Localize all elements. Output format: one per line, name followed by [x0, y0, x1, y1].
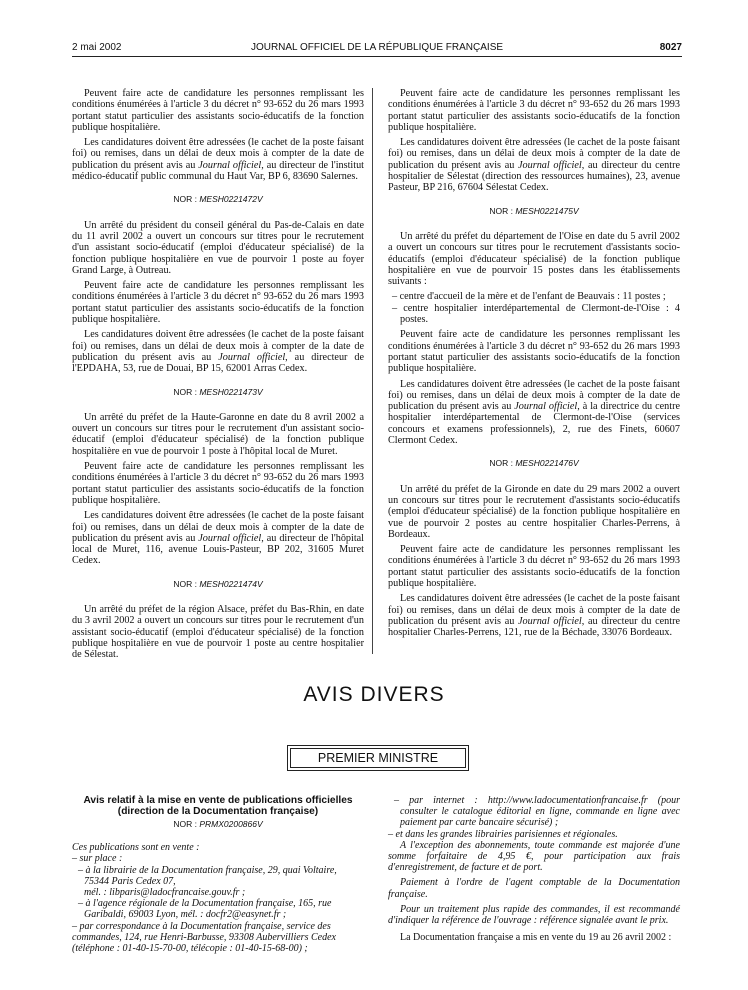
- paragraph: Peuvent faire acte de candidature les personnes remplissant les conditions énumérées à l'article 3 du décret n° 93-652 du 26 mars 1993 portant statut particulier des assistants socio-éducatifs de la fonction publique hospitalière.: [388, 88, 680, 133]
- nor-reference: NOR : PRMX0200866V: [173, 819, 263, 829]
- paragraph: Un arrêté du préfet de la Haute-Garonne en date du 8 avril 2002 a ouvert un concours sur titres pour le recrutement d'un assistant socio-éducatif (emploi d'éducateur spécialisé) de la fonction publique hospitalière en vue de pourvoir 1 poste à l'hôpital local de Muret.: [72, 411, 364, 457]
- column-divider: [372, 88, 373, 654]
- paragraph: Un arrêté du préfet du département de l'Oise en date du 5 avril 2002 a ouvert un concours sur titres pour le recrutement d'assistants socio-éducatifs (emploi d'éducateur spécialisé) de la fonction publique hospitalière en vue de pourvoir 15 postes dans les établissements suivants :: [388, 230, 680, 288]
- paragraph: La Documentation française a mis en vente du 19 au 26 avril 2002 :: [400, 932, 672, 944]
- header-date: 2 mai 2002: [72, 42, 122, 53]
- paragraph: Les candidatures doivent être adressées (le cachet de la poste faisant foi) ou remises, dans un délai de deux mois à compter de la date de publication du présent avis au Journal officiel, à la directrice du centre hospitalier interdépartemental de Clermont-de-l'Oise (services concours et examens professionnels), 2, rue des Finets, 60607 Clermont Cedex.: [388, 378, 680, 447]
- ministry-heading: PREMIER MINISTRE: [287, 745, 469, 771]
- list-item: – centre d'accueil de la mère et de l'enfant de Beauvais : 11 postes ;: [392, 291, 666, 303]
- paragraph: Les candidatures doivent être adressées (le cachet de la poste faisant foi) ou remises, dans un délai de deux mois à compter de la date de publication du présent avis au Journal officiel, au directeur de l'hôpital local de Muret, 116, avenue Louis-Pasteur, BP 202, 31605 Muret Cedex.: [72, 510, 365, 567]
- left-column: [72, 88, 364, 664]
- paragraph: Peuvent faire acte de candidature les personnes remplissant les conditions énumérées à l'article 3 du décret n° 93-652 du 26 mars 1993 portant statut particulier des assistants socio-éducatifs de la fonction publique hospitalière.: [388, 544, 680, 589]
- paragraph: Peuvent faire acte de candidature les personnes remplissant les conditions énumérées à l'article 3 du décret n° 93-652 du 26 mars 1993 portant statut particulier des assistants socio-éducatifs de la fonction publique hospitalière.: [388, 329, 680, 375]
- paragraph: Un arrêté du président du conseil général du Pas-de-Calais en date du 11 avril 2002 a ouvert un concours sur titres pour le recrutement d'un assistant socio-éducatif (emploi d'éducateur spécialisé) de la fonction publique hospitalière en vue de pourvoir 1 poste au foyer Grand Large, à Outreau.: [72, 219, 364, 276]
- establishment-list: [388, 291, 680, 325]
- paragraph: Les candidatures doivent être adressées (le cachet de la poste faisant foi) ou remises, dans un délai de deux mois à compter de la date de publication du présent avis au Journal officiel, au directeur de l'institut médico-éducatif public communal du Haut Var, BP 6, 83690 Salernes.: [72, 137, 365, 183]
- nor-reference: NOR : MESH0221474V: [173, 578, 263, 589]
- nor-reference: NOR : MESH0221476V: [489, 458, 579, 469]
- list-item: – centre hospitalier interdépartemental de Clermont-de-l'Oise : 4 postes.: [392, 302, 680, 326]
- paragraph: Les candidatures doivent être adressées (le cachet de la poste faisant foi) ou remises, dans un délai de deux mois à compter de la date de publication du présent avis au Journal officiel, au directeur du centre hospitalier Charles-Perrens, 121, rue de la Béchade, 33076 Bordeaux.: [388, 593, 681, 639]
- bottom-left-column: [72, 795, 364, 954]
- paragraph: Un arrêté du préfet de la Gironde en date du 29 mars 2002 a ouvert un concours sur titres pour le recrutement d'assistants socio-éducatifs (emploi d'éducateur spécialisé) de la fonction publique hospitalière en vue de pourvoir 2 postes au centre hospitalier Charles-Perrens, à Bordeaux.: [388, 483, 680, 540]
- paragraph: Un arrêté du préfet de la région Alsace, préfet du Bas-Rhin, en date du 3 avril 2002 a ouvert un concours sur titres pour le recrutement d'un assistant socio-éducatif (emploi d'éducateur spécialisé) de la fonction publique hospitalière en vue de pourvoir 1 poste au centre hospitalier de Sélestat.: [72, 603, 364, 661]
- paragraph: Peuvent faire acte de candidature les personnes remplissant les conditions énumérées à l'article 3 du décret n° 93-652 du 26 mars 1993 portant statut particulier des assistants socio-éducatifs de la fonction publique hospitalière.: [72, 280, 364, 326]
- nor-reference: NOR : MESH0221473V: [173, 386, 263, 397]
- paragraph: Les candidatures doivent être adressées (le cachet de la poste faisant foi) ou remises, dans un délai de deux mois à compter de la date de publication du présent avis au Journal officiel, au directeur de l'EPDAHA, 53, rue de Douai, BP 15, 62001 Arras Cedex.: [72, 329, 365, 375]
- nor-reference: NOR : MESH0221472V: [173, 194, 263, 205]
- paragraph: Peuvent faire acte de candidature les personnes remplissant les conditions énumérées à l'article 3 du décret n° 93-652 du 26 mars 1993 portant statut particulier des assistants socio-éducatifs de la fonction publique hospitalière.: [72, 461, 364, 506]
- page-header: [72, 40, 682, 57]
- paragraph: Les candidatures doivent être adressées (le cachet de la poste faisant foi) ou remises, dans un délai de deux mois à compter de la date de publication du présent avis au Journal officiel, au directeur du centre hospitalier de Sélestat (direction des ressources humaines), 23, avenue Pasteur, BP 216, 67604 Sélestat Cedex.: [388, 137, 681, 194]
- paragraph: Peuvent faire acte de candidature les personnes remplissant les conditions énumérées à l'article 3 du décret n° 93-652 du 26 mars 1993 portant statut particulier des assistants socio-éducatifs de la fonction publique hospitalière.: [72, 88, 364, 133]
- right-column: [388, 88, 680, 642]
- header-journal-title: JOURNAL OFFICIEL DE LA RÉPUBLIQUE FRANÇAISE: [250, 42, 504, 53]
- notice-title: Avis relatif à la mise en vente de publications officielles (direction de la Documentation française): [83, 795, 353, 817]
- section-title: AVIS DIVERS: [303, 683, 445, 706]
- nor-reference: NOR : MESH0221475V: [489, 205, 579, 216]
- sales-points: Ces publications sont en vente : – sur place : – à la librairie de la Documentation française, 29, quai Voltaire, 75344 Paris Cedex 07, mél. : libparis@ladocfrancaise.gouv.fr ; – à l'agence régionale de la Documentation française, 165, rue Garibaldi, 69003 Lyon, mél. : docfr2@easynet.fr ; – par correspondance à la Documentation française, service des commandes, 124, rue Henri-Barbusse, 93308 Aubervilliers Cedex (téléphone : 01-40-15-70-00, télécopie : 01-40-15-68-00) ;: [72, 842, 337, 955]
- sales-info: – par internet : http://www.ladocumentationfrancaise.fr (pour consulter le catalogue éditorial en ligne, commande en ligne avec paiement par carte bancaire sécurisé) ; – et dans les grandes librairies parisiennes et régionales. A l'exception des abonnements, toute commande est majorée d'une somme forfaitaire de 4,95 €, pour participation aux frais d'enregistrement, de facture et de port. Paiement à l'ordre de l'agent comptable de la Documentation française. Pour un traitement plus rapide des commandes, il est recommandé d'indiquer la référence de l'ouvrage : référence signalée avant le prix.: [388, 795, 680, 927]
- bottom-right-column: [388, 795, 680, 947]
- header-page-number: 8027: [659, 42, 682, 53]
